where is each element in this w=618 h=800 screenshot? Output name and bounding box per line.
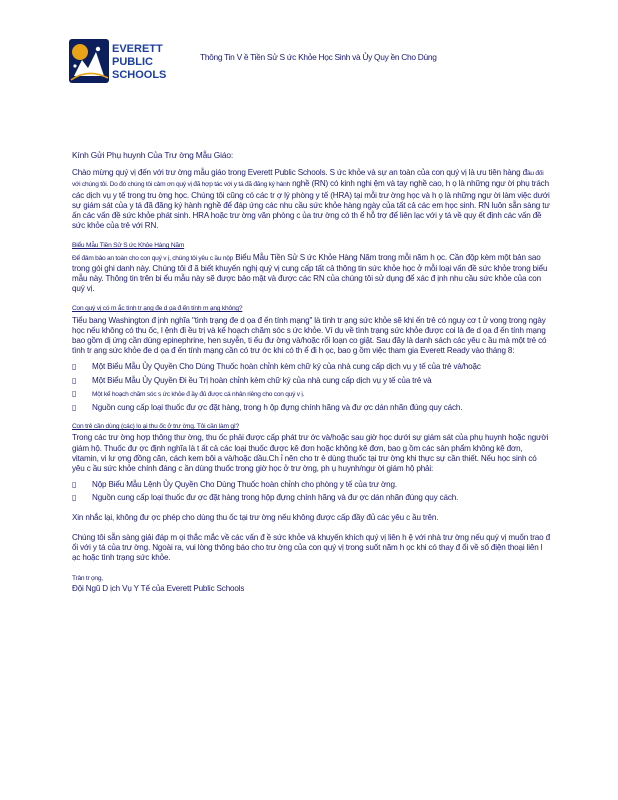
svg-text:SCHOOLS: SCHOOLS <box>112 69 167 81</box>
section-medication-heading: Con trẻ cần dùng (các) lo ại thu ốc ở trư ờng. Tôi cần làm gì? <box>72 423 239 431</box>
svg-text:EVERETT: EVERETT <box>112 43 163 55</box>
intro-text-b: ầu đối với chúng tôi. Do đó chúng tôi cảm ơn quý vị đã hợp tác với y tá đã đăng ký hành <box>72 170 544 189</box>
section-life-threatening-heading: Con quý vị có m ắc tình tr ạng đe d ọa đ ến tính m ạng không? <box>72 305 243 313</box>
bullet-icon: ▯ <box>72 403 77 413</box>
health-history-form-name: Biểu Mẫu Tiền Sử S ức Khỏe Hàng Năm trong <box>235 252 397 262</box>
section-medication-body: Trong các trư ờng hợp thông thư ờng, thu ốc phải được cấp phát trư ớc và/hoặc sau giờ học dưới sự giám sát của phụ huynh hoặc người giám hộ. Thuốc đư ợc định nghĩa là t ất cả các loại thuốc được kê đơn hoặc không kê đơn, bao g ồm các sản phẩm không kê đơn, vitamin, vi lư ợng đồng căn, cách kem bôi a và/hoặc dầu.Ch ỉ nên cho tr ẻ dùng thuốc tại trư ờng khi thực sự cần thiết. Nếu học sinh có yêu c ầu sức khỏe chính đáng c ần dùng thuốc trong giờ học ở trư ờng, ph ụ huynh/ngư ời giám hộ phải: <box>72 433 549 474</box>
list-item: ▯ Một Biểu Mẫu Ủy Quyền Cho Dùng Thuốc hoàn chỉnh kèm chữ ký của nhà cung cấp dịch vụ y tế của trẻ và/hoặc <box>72 362 481 372</box>
section-health-history-heading: Biểu Mẫu Tiền Sử S ức Khỏe Hàng Năm <box>72 242 185 250</box>
intro-text-c: nghề (RN) có kinh nghi ệm và tay nghề cao, h ọ là những ngư ời phụ trách các dịch vụ y tế trong tru ờng học. Chúng tôi cũng có các tr ợ lý phòng y tế (HRA) tại mỗi trư ờng học và h ọ là những ngư ời làm việc dưới sự giám sát của y tá đã đăng ký hành nghề để đáp ứng các nhu cầu sức khỏe hàng ngày của tất cả các em học sinh. RN luôn sẵn sàng tư ấn các vấn đề sức khỏe phát sinh. HRA hoặc trư ờng văn phòng c ủa trư ờng có th ể hỗ trợ để liên lạc với y tá về quy ết định các vấn đề sức khỏe của trẻ với RN. <box>72 179 550 231</box>
svg-text:PUBLIC: PUBLIC <box>112 56 153 68</box>
list-item: ▯ Nguồn cung cấp loại thuốc đư ợc đặt hàng, trong h ộp đựng chính hãng và đư ợc dán nhãn đúng quy cách. <box>72 403 463 413</box>
bullet-icon: ▯ <box>72 480 77 490</box>
closing-paragraph: Chúng tôi sẵn sàng giải đáp m ọi thắc mắc về các vấn đ ề sức khỏe và khuyến khích quý vị liên h ệ với nhà trư ờng nếu quý vị muốn trao đ ổi với y tá của trư ờng. Ngoài ra, vui lòng thông báo cho trư ờng của con quý vị trong suốt năm h ọc khi có thay đ ổi về số điện thoại liên l ạc hoặc tình trạng sức khỏe. <box>72 532 550 563</box>
everett-public-schools-logo <box>66 38 182 84</box>
signoff: Trân tr ọng, <box>72 574 103 582</box>
list-item: ▯ Nộp Biểu Mẫu Lệnh Ủy Quyền Cho Dùng Thuốc hoàn chỉnh cho phòng y tế của trư ờng. <box>72 480 397 490</box>
list-item: ▯ Một kế hoạch chăm sóc s ức khỏe đ ầy đủ được cá nhân riêng cho con quý v ị. <box>72 388 305 398</box>
health-history-text: mỗi năm h ọc. Cần độp kèm một bản sao trong gói ghi danh này. Chúng tôi đ ã biết khuyến nghị quý vị cung cấp tất cả thông tin sức khỏe học ở mỗi loại vấn đề sức khỏe trong biểu mẫu này. Thông tin trên bi ểu mẫu này sẽ được bảo mật và được các RN của chúng tôi sử dụng để xác đ ịnh nhu cầu sức khỏe của con quý vị. <box>72 252 548 294</box>
intro-paragraph <box>72 168 550 231</box>
section-life-threatening-body: Tiểu bang Washington đ ịnh nghĩa "tình trạng đe d ọa đ ến tính mạng" là tình tr ạng sức khỏe sẽ khi ến trẻ có nguy cơ t ử vong trong ngày học nếu không có thu ốc, l ệnh đi ều trị và kế hoạch chăm sóc s ức khỏe. Ví dụ về tình trạng sức khỏe được coi là đe d ọa đ ến tính mạng bao gồm dị ứng cần dùng epinephrine, hen suyễn, ti ểu đư ờng và/hoặc rối loạn co giật. Sau đây là danh sách các yêu c ầu mà một trẻ có tình tr ạng sức khỏe đe d ọa đ ến tính mạng cần có trư ớc khi có th ể đi h ọc, bao g ồm việc tham gia Everett Ready vào tháng 8: <box>72 315 547 356</box>
health-history-lead: Để đảm bảo an toàn cho con quý v ị, chúng tôi yêu c ầu nộp <box>72 254 234 262</box>
life-threatening-requirements-list <box>72 362 550 413</box>
intro-text-a: Chào mừng quý vị đến với trư ờng mẫu giáo trong Everett Public Schools. S ức khỏe và sự an toàn của con quý vị là ưu tiên hàng đ <box>72 168 527 178</box>
section-health-history-body <box>72 253 550 295</box>
bullet-icon: ▯ <box>72 493 77 503</box>
medication-requirements-list <box>72 480 550 503</box>
bullet-icon: ▯ <box>72 375 77 385</box>
header-title: Thông Tin V ề Tiền Sử S ức Khỏe Học Sinh và Ủy Quy ền Cho Dùng <box>200 52 437 62</box>
list-item: ▯ Một Biểu Mẫu Ủy Quyền Đi ều Trị hoàn chỉnh kèm chữ ký của nhà cung cấp dịch vụ y tế của trẻ và <box>72 375 432 385</box>
letter-body <box>72 150 550 594</box>
bullet-icon: ▯ <box>72 362 77 372</box>
reminder-paragraph: Xin nhắc lại, không đư ợc phép cho dùng thu ốc tại trư ờng nếu không được cấp đầy đủ các yêu c ầu trên. <box>72 512 439 522</box>
bullet-icon: ▯ <box>72 388 77 398</box>
greeting: Kính Gửi Phụ huynh Của Trư ờng Mẫu Giáo: <box>72 150 234 160</box>
list-item: ▯ Nguồn cung cấp loại thuốc đư ợc đặt hàng trong hộp đựng chính hãng và đư ợc dán nhãn đúng quy cách. <box>72 493 459 503</box>
signature: Đội Ngũ D ịch Vụ Y Tế của Everett Public Schools <box>72 583 245 593</box>
